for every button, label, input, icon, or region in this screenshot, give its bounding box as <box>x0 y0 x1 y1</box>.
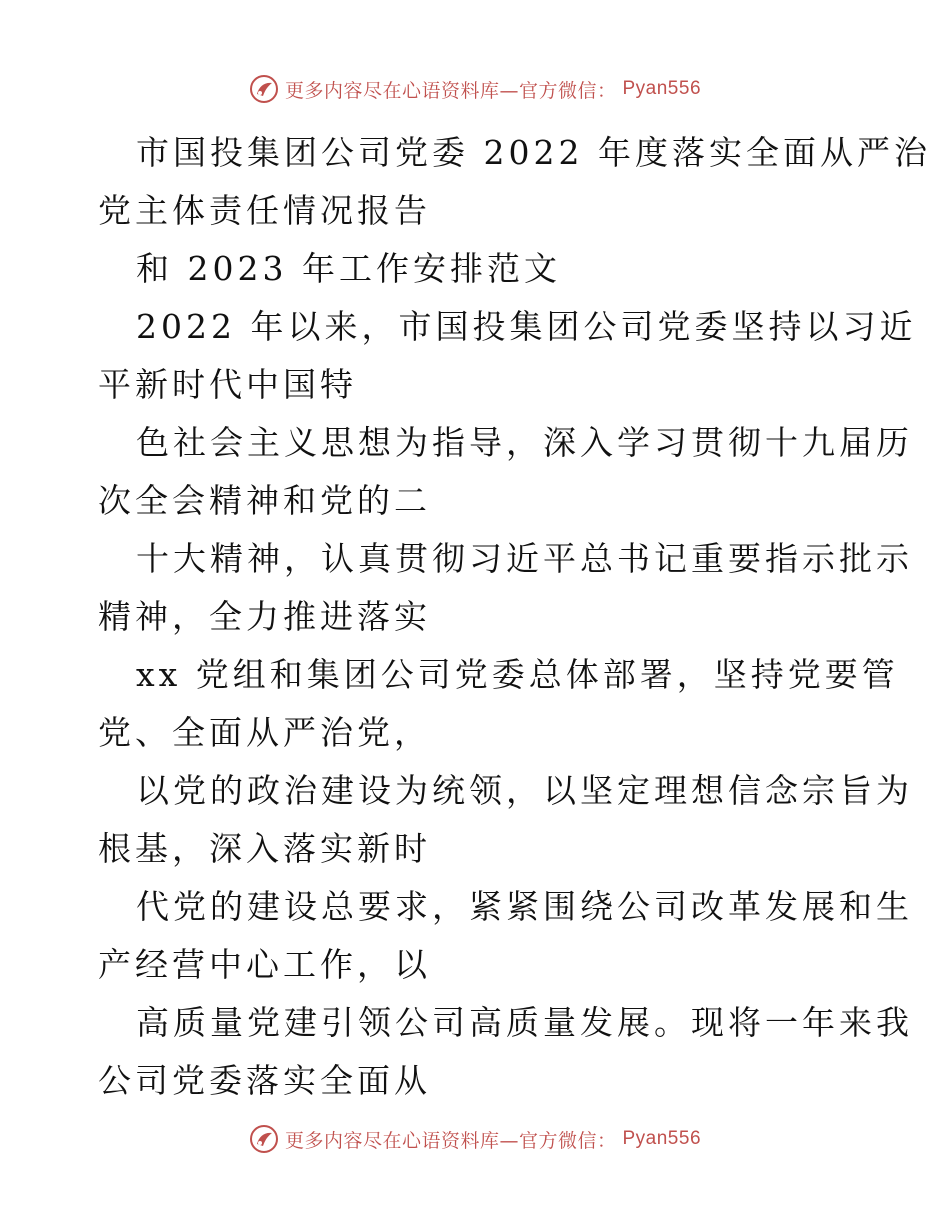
header-watermark <box>0 74 950 104</box>
paragraph-line: 产经营中心工作，以 <box>98 945 431 984</box>
paragraph <box>98 240 858 298</box>
logo-icon <box>249 74 279 104</box>
paragraph-line: 以党的政治建设为统领，以坚定理想信念宗旨为 <box>136 771 913 810</box>
paragraph-line: 和 2023 年工作安排范文 <box>136 249 561 288</box>
paragraph <box>98 298 917 414</box>
document-body <box>98 124 931 1110</box>
paragraph-line: 代党的建设总要求，紧紧围绕公司改革发展和生 <box>136 887 913 926</box>
paragraph <box>98 762 913 878</box>
paragraph-line: 2022 年以来，市国投集团公司党委坚持以习近 <box>136 307 917 346</box>
paragraph-line: 党主体责任情况报告 <box>98 191 431 230</box>
paragraph <box>98 878 913 994</box>
paragraph-line: 平新时代中国特 <box>98 365 357 404</box>
paragraph-line: 色社会主义思想为指导，深入学习贯彻十九届历 <box>136 423 913 462</box>
watermark-text: 更多内容尽在心语资料库—官方微信： <box>284 1129 617 1152</box>
watermark-wechat-id: Pyan556 <box>622 1128 702 1149</box>
paragraph <box>98 124 931 240</box>
paragraph-line: 高质量党建引领公司高质量发展。现将一年来我 <box>136 1003 913 1042</box>
paragraph-line: 十大精神，认真贯彻习近平总书记重要指示批示 <box>136 539 913 578</box>
paragraph-line: 根基，深入落实新时 <box>98 829 431 868</box>
paragraph <box>98 414 913 530</box>
watermark-text: 更多内容尽在心语资料库—官方微信： <box>284 79 617 102</box>
footer-watermark <box>0 1124 950 1154</box>
paragraph-line: 公司党委落实全面从 <box>98 1061 431 1100</box>
paragraph-line: 党、全面从严治党， <box>98 713 431 752</box>
watermark-wechat-id: Pyan556 <box>622 78 702 99</box>
paragraph-line: 市国投集团公司党委 2022 年度落实全面从严治 <box>136 133 931 172</box>
paragraph <box>98 646 899 762</box>
paragraph-line: 精神，全力推进落实 <box>98 597 431 636</box>
paragraph-line: 次全会精神和党的二 <box>98 481 431 520</box>
logo-icon <box>249 1124 279 1154</box>
paragraph-line: xx 党组和集团公司党委总体部署，坚持党要管 <box>136 655 899 694</box>
paragraph <box>98 994 913 1110</box>
paragraph <box>98 530 913 646</box>
